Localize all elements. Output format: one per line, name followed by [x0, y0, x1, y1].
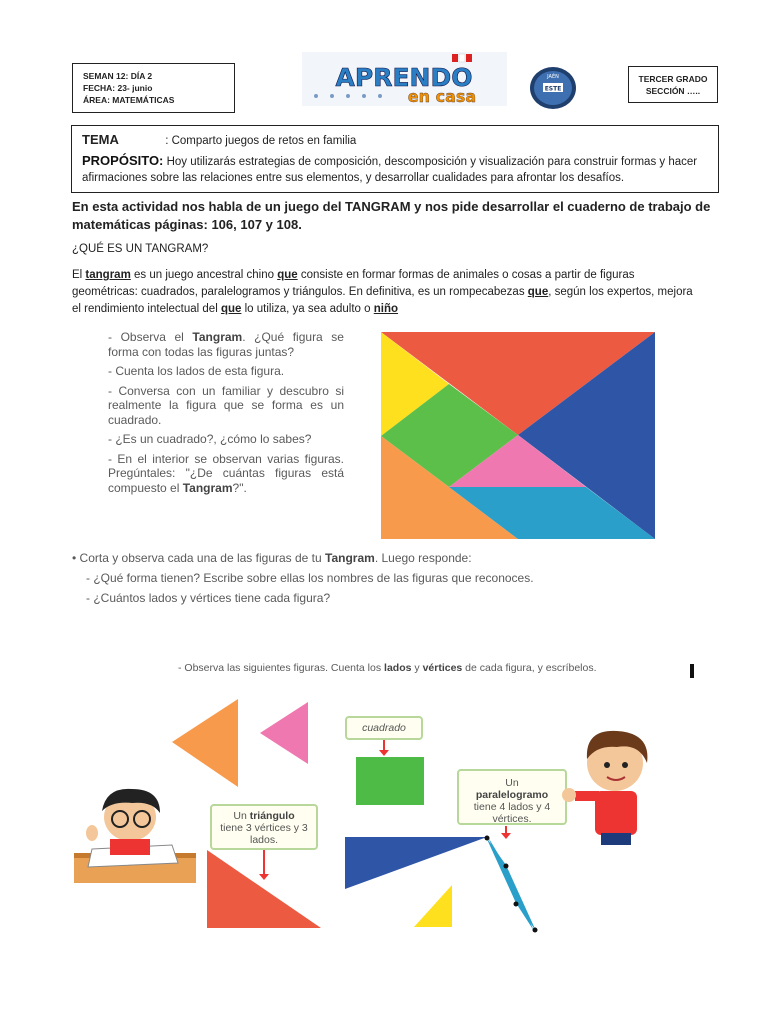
logo-subtitle: en casa [407, 87, 477, 106]
list-item: - ¿Cuántos lados y vértices tiene cada figura? [86, 591, 331, 605]
orange-triangle-shape [170, 697, 240, 789]
section-label: SECCIÓN ….. [645, 86, 701, 96]
cyan-parallelogram-shape [482, 834, 542, 934]
header-date: FECHA: 23- junio [83, 83, 153, 93]
purpose-label: PROPÓSITO: [82, 153, 164, 168]
list-item: - Cuenta los lados de esta figura. [108, 364, 285, 378]
purpose-text: Hoy utilizarás estrategias de composición, descomposición y visualización para construir formas y hacer afirmaciones sobre las relaciones entre sus elementos, y desarrollar cualidades para afrontar los desafíos. [82, 156, 698, 184]
boy-pointing-illustration [555, 725, 665, 847]
triangulo-label: Un triángulo tiene 3 vértices y 3 lados. [210, 804, 318, 850]
svg-text:JAÉN: JAÉN [547, 74, 559, 80]
tema-box [71, 125, 719, 193]
header-area: ÁREA: MATEMÁTICAS [83, 95, 175, 105]
tangram-instructions [108, 330, 344, 500]
cuadrado-label: cuadrado [345, 716, 423, 740]
list-item: - Observa el Tangram. ¿Qué figura se forma con todas las figuras juntas? [108, 330, 344, 359]
observe-instructions: - Observa las siguientes figuras. Cuenta los lados y vértices de cada figura, y escríbelos. [178, 662, 597, 674]
logo-title: APRENDO [335, 63, 473, 92]
green-square-shape [356, 757, 424, 805]
boy-at-desk-illustration [72, 783, 198, 885]
list-item: • Corta y observa cada una de las figuras de tu Tangram. Luego responde: [72, 551, 472, 565]
list-item: - Conversa con un familiar y descubro si realmente la figura que se forma es un cuadrado. [108, 383, 344, 427]
grade-box [628, 66, 718, 103]
list-item: - En el interior se observan varias figuras. Pregúntales: "¿De cuántas figuras está compuesto el Tangram?". [108, 451, 344, 495]
list-item: - ¿Es un cuadrado?, ¿cómo lo sabes? [108, 432, 312, 446]
aprendo-en-casa-logo [302, 52, 507, 106]
tema-text: : Comparto juegos de retos en familia [165, 135, 357, 147]
list-item: - ¿Qué forma tienen? Escribe sobre ellas los nombres de las figuras que reconoces. [86, 571, 534, 585]
ugel-badge [528, 66, 578, 110]
grade-label: TERCER GRADO [638, 74, 708, 84]
tangram-paragraph: El tangram es un juego ancestral chino que consiste en formar formas de animales o cosas a partir de figuras geométricas: cuadrados, paralelogramos y triángulos. En definitiva, es un rompecabezas que, según los expertos, mejora el rendimiento intelectual del que lo utiliza, ya sea adulto o niño [72, 269, 693, 315]
svg-text:ESTE: ESTE [544, 85, 562, 93]
red-triangle-shape [205, 848, 323, 930]
pink-triangle-shape [258, 700, 310, 766]
paralelogramo-label: Un paralelogramo tiene 4 lados y 4 vértices. [457, 769, 567, 825]
header-info-box [72, 63, 235, 113]
yellow-triangle-shape [412, 883, 454, 929]
tangram-square [381, 332, 655, 539]
question-heading: ¿QUÉ ES UN TANGRAM? [72, 243, 209, 255]
tema-label: TEMA [82, 132, 119, 147]
header-week: SEMAN 12: DÍA 2 [83, 71, 153, 81]
stray-mark [690, 664, 694, 678]
intro-text: En esta actividad nos habla de un juego del TANGRAM y nos pide desarrollar el cuaderno de trabajo de matemáticas páginas: 106, 107 y 108. [72, 199, 711, 232]
arrow-down-icon [379, 750, 389, 756]
cut-instructions [72, 551, 632, 611]
